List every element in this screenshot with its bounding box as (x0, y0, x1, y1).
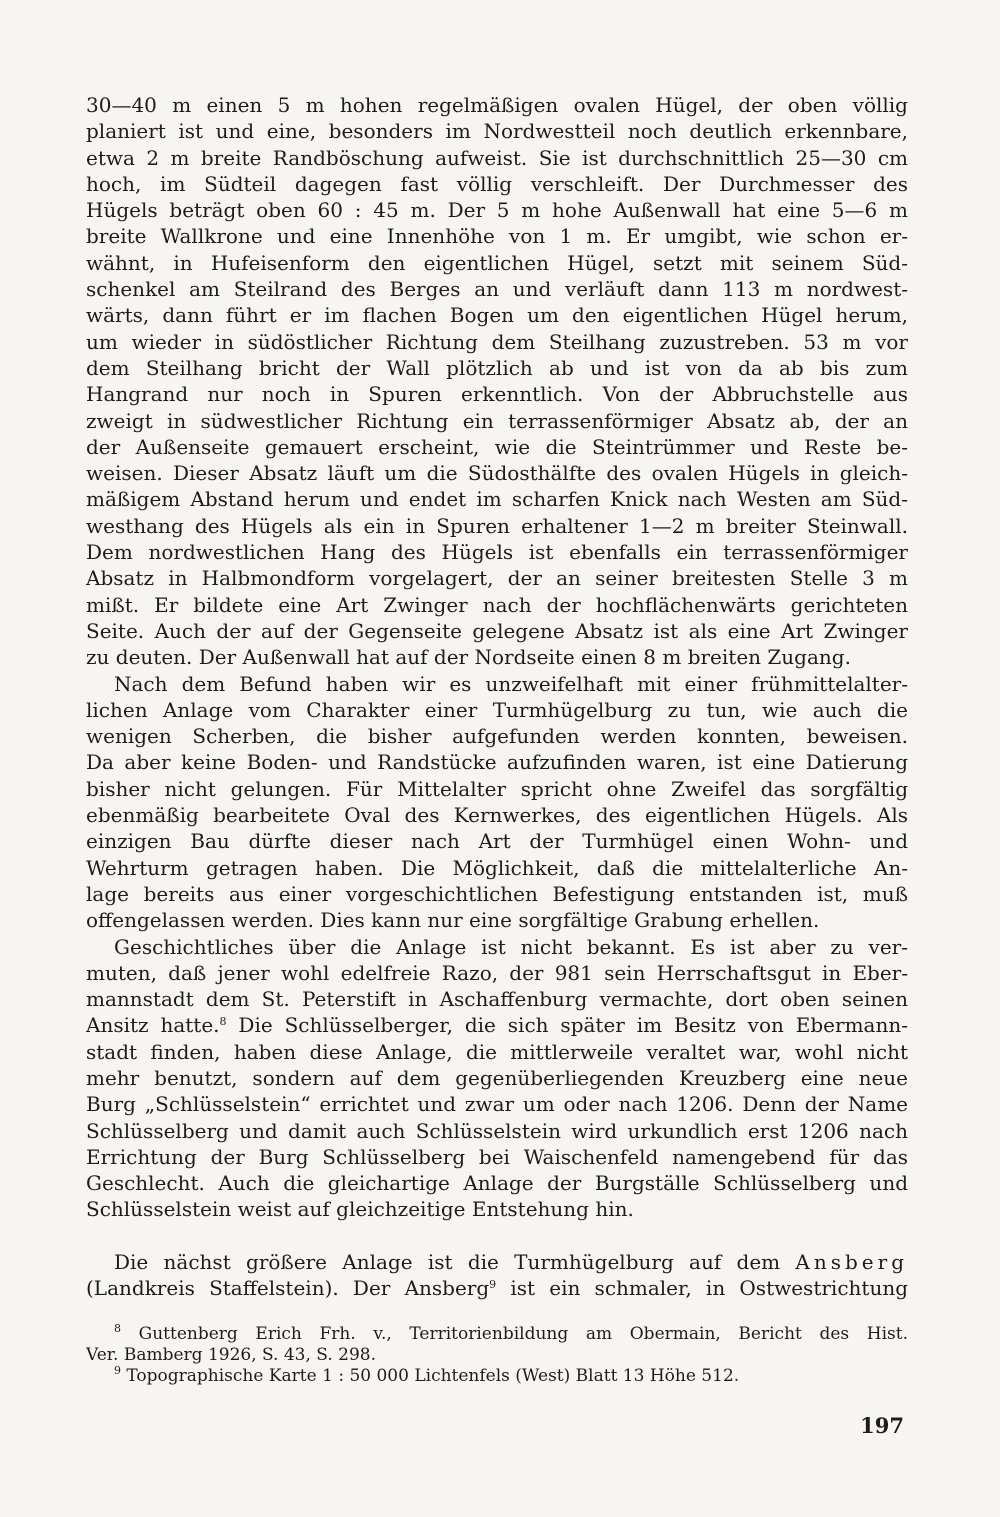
text-line: westhang des Hügels als ein in Spuren erhaltener 1—2 m breiter Steinwall. (86, 513, 908, 538)
text-segment: Ansitz hatte. (86, 1013, 220, 1038)
text-line: Hangrand nur noch in Spuren erkenntlich. Von der Abbruchstelle aus (86, 382, 908, 407)
text-line: der Außenseite gemauert erscheint, wie die Steintrümmer und Reste be- (86, 434, 908, 459)
text-line: breite Wallkrone und eine Innenhöhe von 1 m. Er umgibt, wie schon er- (86, 224, 908, 249)
text-line: lage bereits aus einer vorgeschichtlichen Befestigung entstanden ist, muß (86, 881, 908, 906)
text-line (86, 1249, 908, 1275)
text-line: Wehrturm getragen haben. Die Möglichkeit, daß die mittelalterliche An- (86, 855, 908, 880)
text-line (86, 1012, 908, 1038)
text-line: mäßigem Abstand herum und endet im scharfen Knick nach Westen am Süd- (86, 487, 908, 512)
text-line: etwa 2 m breite Randböschung aufweist. Sie ist durchschnittlich 25—30 cm (86, 145, 908, 170)
text-line: Da aber keine Boden- und Randstücke aufzufinden waren, ist eine Datierung (86, 750, 908, 775)
footnote-text: Topographische Karte 1 : 50 000 Lichtenfels (West) Blatt 13 Höhe 512. (121, 1366, 740, 1386)
text-line: mehr benutzt, sondern auf dem gegenüberliegenden Kreuzberg eine neue (86, 1065, 908, 1090)
text-line: Hügels beträgt oben 60 : 45 m. Der 5 m hohe Außenwall hat eine 5—6 m (86, 198, 908, 223)
text-segment: ist ein schmaler, in Ostwestrichtung (496, 1276, 908, 1301)
footnote-marker: 8 (114, 1324, 121, 1335)
text-line: wenigen Scherben, die bisher aufgefunden werden konnten, beweisen. (86, 724, 908, 749)
footnote-9 (86, 1366, 908, 1387)
footnote-8 (86, 1324, 908, 1345)
footnote-8-continued: Ver. Bamberg 1926, S. 43, S. 298. (86, 1345, 377, 1365)
footnote-ref-9[interactable]: 9 (489, 1278, 497, 1292)
text-line: zu deuten. Der Außenwall hat auf der Nordseite einen 8 m breiten Zugang. (86, 645, 851, 670)
text-line: mannstadt dem St. Peterstift in Aschaffenburg vermachte, dort oben seinen (86, 987, 908, 1012)
text-line: Schlüsselberg und damit auch Schlüsselstein wird urkundlich erst 1206 nach (86, 1118, 908, 1143)
paragraph-1 (86, 92, 908, 671)
place-name-ansberg: Ansberg (795, 1250, 908, 1274)
body-text (86, 92, 908, 1223)
text-line: lichen Anlage vom Charakter einer Turmhügelburg zu tun, wie auch die (86, 697, 908, 722)
text-line (86, 1275, 908, 1301)
text-line: muten, daß jener wohl edelfreie Razo, der 981 sein Herrschaftsgut in Eber- (86, 960, 908, 985)
footnote-ref-8[interactable]: 8 (219, 1015, 227, 1029)
text-line: offengelassen werden. Dies kann nur eine sorgfältige Grabung erhellen. (86, 908, 820, 933)
text-line: wähnt, in Hufeisenform den eigentlichen Hügel, setzt mit seinem Süd- (86, 250, 908, 275)
text-line: Schlüsselstein weist auf gleichzeitige Entstehung hin. (86, 1197, 634, 1222)
text-line: Nach dem Befund haben wir es unzweifelhaft mit einer frühmittelalter- (114, 671, 908, 696)
text-line: Geschlecht. Auch die gleichartige Anlage der Burgställe Schlüsselberg und (86, 1171, 908, 1196)
page-number: 197 (860, 1413, 904, 1438)
text-line: zweigt in südwestlicher Richtung ein terrassenförmiger Absatz ab, der an (86, 408, 908, 433)
text-line: Absatz in Halbmondform vorgelagert, der an seiner breitesten Stelle 3 m (86, 566, 908, 591)
text-line: stadt finden, haben diese Anlage, die mittlerweile veraltet war, wohl nicht (86, 1039, 908, 1064)
text-line: wärts, dann führt er im flachen Bogen um den eigentlichen Hügel herum, (86, 303, 908, 328)
text-segment: Die nächst größere Anlage ist die Turmhügelburg auf dem (114, 1250, 796, 1274)
text-line: Dem nordwestlichen Hang des Hügels ist ebenfalls ein terrassenförmiger (86, 540, 908, 565)
text-line: ebenmäßig bearbeitete Oval des Kernwerkes, des eigentlichen Hügels. Als (86, 803, 908, 828)
text-line: schenkel am Steilrand des Berges an und verläuft dann 113 m nordwest- (86, 277, 908, 302)
text-line: weisen. Dieser Absatz läuft um die Südosthälfte des ovalen Hügels in gleich- (86, 461, 908, 486)
text-line: Burg „Schlüsselstein“ errichtet und zwar um oder nach 1206. Denn der Name (86, 1092, 908, 1117)
paragraph-2 (86, 671, 908, 934)
text-line: Geschichtliches über die Anlage ist nicht bekannt. Es ist aber zu ver- (114, 934, 908, 959)
text-line: Errichtung der Burg Schlüsselberg bei Waischenfeld namengebend für das (86, 1144, 908, 1169)
footnote-marker: 9 (114, 1366, 121, 1377)
text-segment: Die Schlüsselberger, die sich später im Besitz von Ebermann- (226, 1013, 908, 1038)
text-line: mißt. Er bildete eine Art Zwinger nach der hochflächenwärts gerichteten (86, 592, 908, 617)
text-segment: (Landkreis Staffelstein). Der Ansberg (86, 1276, 490, 1301)
text-line: bisher nicht gelungen. Für Mittelalter spricht ohne Zweifel das sorgfältig (86, 776, 908, 801)
text-line: um wieder in südöstlicher Richtung dem Steilhang zuzustreben. 53 m vor (86, 329, 908, 354)
text-line: planiert ist und eine, besonders im Nordwestteil noch deutlich erkennbare, (86, 119, 908, 144)
text-line: hoch, im Südteil dagegen fast völlig verschleift. Der Durchmesser des (86, 171, 908, 196)
paragraph-3 (86, 934, 908, 1223)
footnote-text: Guttenberg Erich Frh. v., Territorienbildung am Obermain, Bericht des Hist. (121, 1324, 908, 1344)
footnotes (86, 1324, 908, 1387)
text-line: 30—40 m einen 5 m hohen regelmäßigen ovalen Hügel, der oben völlig (86, 93, 908, 117)
text-line: Seite. Auch der auf der Gegenseite gelegene Absatz ist als eine Art Zwinger (86, 618, 908, 643)
text-line: dem Steilhang bricht der Wall plötzlich ab und ist von da ab bis zum (86, 355, 908, 380)
text-line: einzigen Bau dürfte dieser nach Art der Turmhügel einen Wohn- und (86, 829, 908, 854)
paragraph-4 (86, 1249, 908, 1302)
